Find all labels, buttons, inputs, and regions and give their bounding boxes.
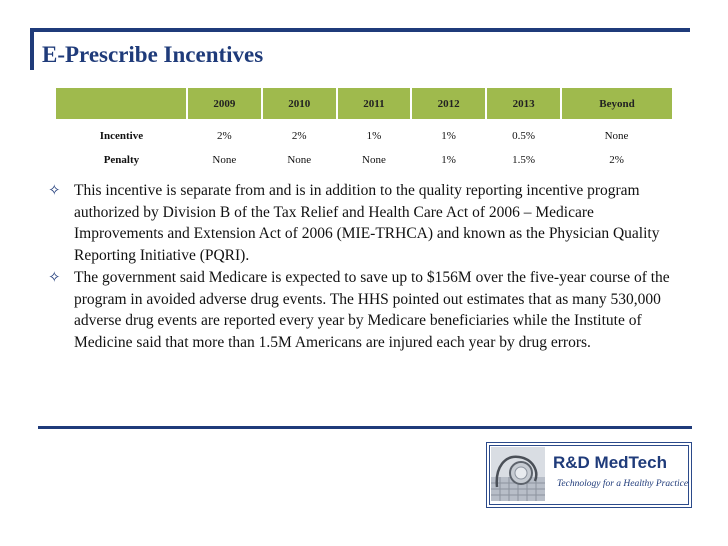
diamond-bullet-icon: ✧: [48, 183, 61, 199]
bullet-list: [44, 180, 674, 354]
stethoscope-keyboard-icon: [491, 447, 545, 501]
table-cell: None: [287, 154, 312, 166]
table-cell: 1%: [441, 130, 456, 142]
table-header-cell: 2011: [337, 88, 411, 119]
table-header-row: [56, 88, 672, 119]
table-cell: None: [362, 154, 386, 166]
table-cell: 2%: [291, 130, 307, 142]
table-cell: None: [604, 130, 629, 142]
table-row-label: Incentive: [99, 130, 144, 142]
frame-top-rule: [30, 28, 690, 32]
diamond-bullet-icon: ✧: [48, 270, 61, 286]
incentives-table: [56, 88, 672, 172]
company-logo: [486, 442, 692, 508]
logo-company-name: R&D MedTech: [553, 453, 667, 472]
table-header-cell: 2012: [411, 88, 486, 119]
table-header-cell: 2009: [187, 88, 262, 119]
logo-tagline: Technology for a Healthy Practice: [557, 479, 689, 489]
table-cell: 1.5%: [512, 154, 536, 166]
frame-left-rule: [30, 28, 34, 70]
table-header-cell: [56, 88, 187, 119]
table-cell: 2%: [216, 130, 232, 142]
page-title: E-Prescribe Incentives: [42, 42, 264, 67]
bottom-rule: [38, 426, 692, 429]
table-cell: None: [212, 154, 237, 166]
table-row: [56, 148, 672, 172]
table-header-cell: 2013: [486, 88, 561, 119]
table-header-cell: 2010: [262, 88, 337, 119]
list-item: [44, 267, 674, 353]
table-cell: 2%: [609, 154, 624, 166]
table-cell: 0.5%: [512, 130, 536, 142]
table-cell: 1%: [366, 130, 382, 142]
bullet-text: The government said Medicare is expected to save up to $156M over the five-year course of the program in avoided adverse drug events. The HHS pointed out estimates that as many 530,000 adverse drug events are reported every year by Medicare beneficiaries while the Institute of Medicine said that more than 1.5M Americans are injured each year by drug errors.: [74, 269, 670, 351]
table-row: [56, 119, 672, 148]
table-row-label: Penalty: [103, 154, 140, 166]
table-header-cell: Beyond: [561, 88, 672, 119]
list-item: [44, 180, 674, 266]
table-cell: 1%: [441, 154, 456, 166]
bullet-text: This incentive is separate from and is in addition to the quality reporting incentive program authorized by Division B of the Tax Relief and Health Care Act of 2006 – Medicare Improvements and Extension Act of 2006 (MIE-TRHCA) and known as the Physician Quality Reporting Initiative (PQRI).: [74, 182, 660, 264]
